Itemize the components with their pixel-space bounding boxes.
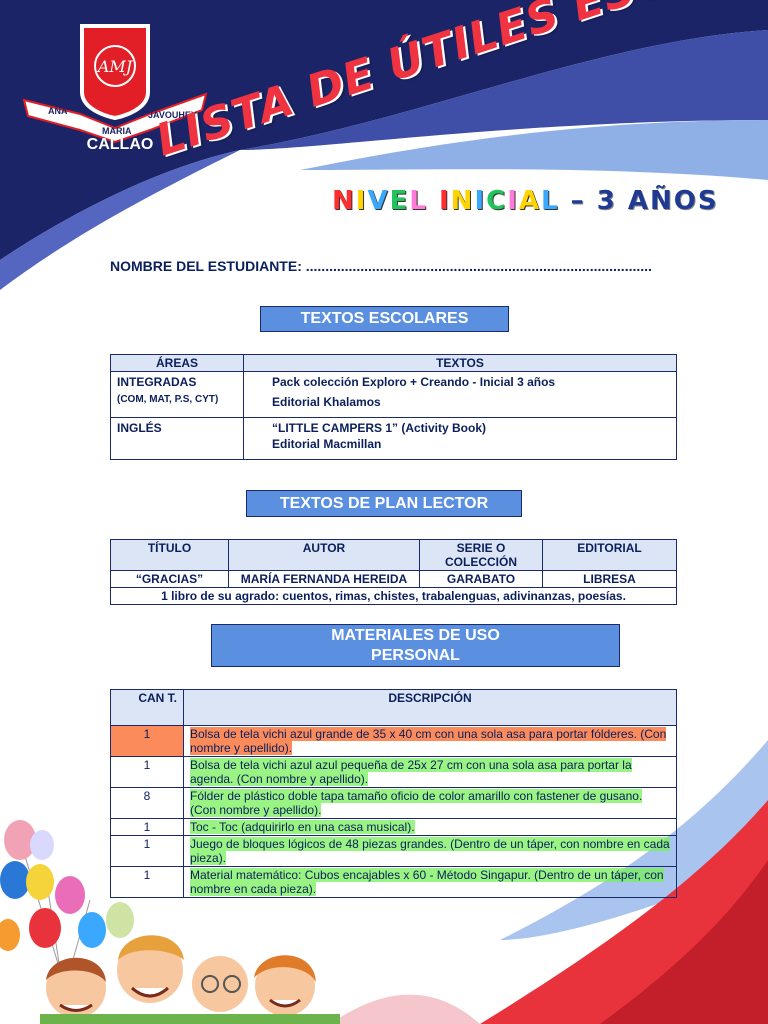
logo-ribbon-middle: MARIA: [102, 126, 132, 136]
table-header: AUTOR: [229, 540, 420, 571]
item-description: Fólder de plástico doble tapa tamaño oficio de color amarillo con fastener de gusano. (Con nombre y apellido).: [190, 789, 643, 817]
table-row: [111, 418, 677, 460]
publisher-cell: LIBRESA: [543, 571, 677, 588]
item-description: Material matemático: Cubos encajables x 60 - Método Singapur. (Dentro de un táper, con nombre en cada pieza).: [190, 868, 664, 896]
level-letter: A: [518, 186, 542, 216]
table-header: TEXTOS: [244, 355, 677, 372]
area-name: INTEGRADAS: [117, 375, 197, 389]
description-cell: [184, 726, 677, 757]
quantity-cell: 1: [111, 836, 184, 867]
description-cell: [184, 757, 677, 788]
table-header: TÍTULO: [111, 540, 229, 571]
section-title-plan-lector: TEXTOS DE PLAN LECTOR: [246, 490, 522, 517]
textos-escolares-table: [110, 354, 677, 460]
student-name-field: NOMBRE DEL ESTUDIANTE: .........................................................................................: [110, 258, 652, 274]
area-sub: (COM, MAT, P.S, CYT): [117, 394, 219, 405]
author-cell: MARÍA FERNANDA HEREIDA: [229, 571, 420, 588]
title-cell: “GRACIAS”: [111, 571, 229, 588]
level-letter: I: [474, 186, 487, 216]
area-name: INGLÉS: [117, 421, 162, 435]
level-letter: I: [507, 186, 519, 216]
text-title: “LITTLE CAMPERS 1” (Activity Book): [272, 421, 487, 435]
item-description: Juego de bloques lógicos de 48 piezas grandes. (Dentro de un táper, con nombre en cada pieza).: [190, 837, 670, 865]
level-letter: N: [450, 186, 475, 216]
quantity-cell: 1: [111, 867, 184, 898]
logo-initials: AMJ: [97, 57, 133, 76]
materiales-title-line1: MATERIALES DE USO: [331, 627, 500, 644]
table-header: SERIE O COLECCIÓN: [420, 540, 543, 571]
level-suffix: – 3 AÑOS: [559, 186, 719, 216]
level-letter: L: [541, 186, 560, 216]
level-heading: [332, 186, 719, 216]
table-header: EDITORIAL: [543, 540, 677, 571]
quantity-cell: 1: [111, 819, 184, 836]
level-letter: I: [355, 186, 368, 216]
area-cell: [111, 372, 244, 418]
logo-ribbon-right: JAVOUHEY: [148, 110, 197, 120]
table-row: [111, 571, 677, 588]
series-cell: GARABATO: [420, 571, 543, 588]
level-letter: N: [332, 186, 356, 216]
quantity-cell: 1: [111, 757, 184, 788]
level-letter: L: [409, 186, 428, 216]
level-letter: E: [389, 186, 410, 216]
table-header: DESCRIPCIÓN: [184, 690, 677, 726]
texts-cell: [244, 418, 677, 460]
level-letter: V: [367, 186, 390, 216]
quantity-cell: 8: [111, 788, 184, 819]
text-title: Pack colección Exploro + Creando - Inicial 3 años: [272, 375, 556, 389]
section-title-materiales: [211, 624, 620, 667]
level-letter: [428, 186, 439, 216]
area-cell: [111, 418, 244, 460]
item-description: Toc - Toc (adquirirlo en una casa musical).: [190, 820, 415, 834]
logo-ribbon-left: ANA: [48, 106, 68, 116]
table-row: [111, 726, 677, 757]
item-description: Bolsa de tela vichi azul grande de 35 x 40 cm con una sola asa para portar fólderes. (Con nombre y apellido).: [190, 727, 667, 755]
text-publisher: Editorial Macmillan: [272, 437, 382, 451]
section-title-textos-escolares: TEXTOS ESCOLARES: [260, 306, 509, 332]
plan-lector-table: [110, 539, 677, 605]
table-row: [111, 588, 677, 605]
kids-balloons-illustration: [0, 800, 340, 1024]
logo-city: CALLAO: [86, 136, 154, 153]
texts-cell: [244, 372, 677, 418]
level-letter: I: [438, 186, 451, 216]
materiales-title-line2: PERSONAL: [371, 647, 460, 664]
table-header: CAN T.: [111, 690, 184, 726]
text-publisher: Editorial Khalamos: [272, 395, 381, 409]
table-row: [111, 757, 677, 788]
item-description: Bolsa de tela vichi azul azul pequeña de 25x 27 cm con una sola asa para portar la agenda. (Con nombre y apellido).: [190, 758, 632, 786]
level-letters: [332, 186, 560, 216]
level-letter: C: [486, 186, 508, 216]
quantity-cell: 1: [111, 726, 184, 757]
table-header: ÁREAS: [111, 355, 244, 372]
table-row: [111, 372, 677, 418]
reading-note: 1 libro de su agrado: cuentos, rimas, chistes, trabalenguas, adivinanzas, poesías.: [111, 588, 677, 605]
